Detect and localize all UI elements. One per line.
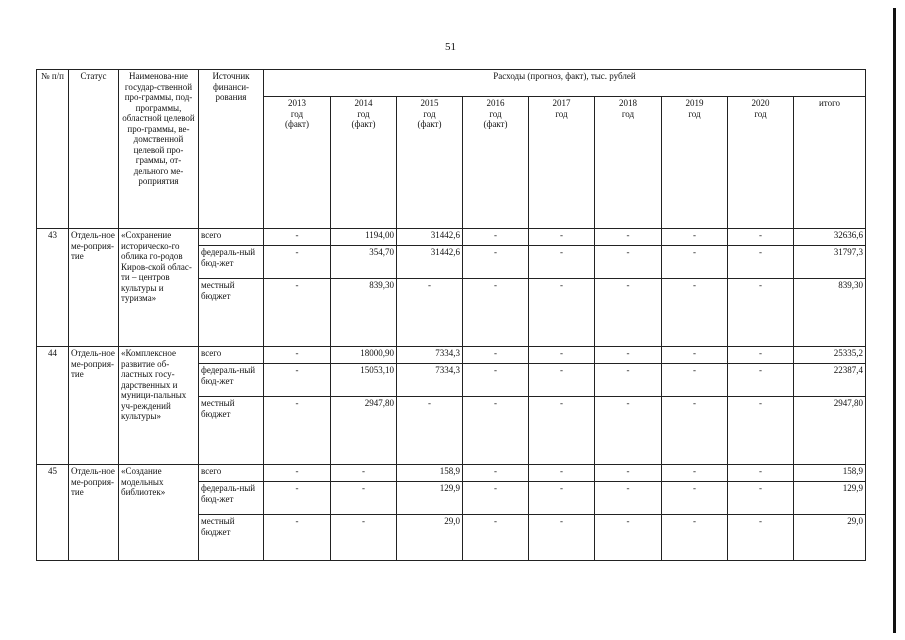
value-cell: - xyxy=(529,279,595,347)
value-cell: 15053,10 xyxy=(331,364,397,397)
value-cell: - xyxy=(264,515,331,561)
header-expenses: Расходы (прогноз, факт), тыс. рублей xyxy=(264,70,866,97)
header-year-year: 2013 xyxy=(288,98,306,108)
source-label: федераль-ный бюд-жет xyxy=(199,482,264,515)
value-cell: - xyxy=(728,364,794,397)
value-cell: - xyxy=(331,515,397,561)
header-year-unit: год xyxy=(357,108,370,119)
value-cell: - xyxy=(264,397,331,465)
value-cell: - xyxy=(463,279,529,347)
value-cell: - xyxy=(331,465,397,482)
header-year-year: 2018 xyxy=(619,98,637,108)
value-cell: - xyxy=(463,364,529,397)
value-cell: 839,30 xyxy=(331,279,397,347)
value-cell: - xyxy=(529,397,595,465)
header-name: Наименова-ние государ-ственной про-граммы, под-программы, областной целевой про-граммы, ве-домственной целевой про-граммы, от-дельного ме-роприятия xyxy=(119,70,199,229)
value-cell: - xyxy=(463,347,529,364)
value-cell: 7334,3 xyxy=(397,347,463,364)
value-cell: 158,9 xyxy=(397,465,463,482)
header-year-year: 2015 xyxy=(420,98,439,108)
header-year-7 xyxy=(728,97,794,229)
value-cell: - xyxy=(662,229,728,246)
value-cell: - xyxy=(662,465,728,482)
total-cell: 25335,2 xyxy=(794,347,866,364)
value-cell: 29,0 xyxy=(397,515,463,561)
row-status: Отдель-ное ме-роприя-тие xyxy=(69,347,119,465)
header-year-5 xyxy=(595,97,662,229)
header-year-4 xyxy=(529,97,595,229)
value-cell: - xyxy=(264,364,331,397)
value-cell: - xyxy=(662,246,728,279)
value-cell: - xyxy=(728,279,794,347)
header-year-6 xyxy=(662,97,728,229)
page-number: 51 xyxy=(445,41,456,53)
header-year-year: 2014 xyxy=(354,98,373,108)
value-cell: - xyxy=(529,246,595,279)
scan-edge-bar xyxy=(893,8,896,633)
source-label: местный бюджет xyxy=(199,515,264,561)
value-cell: 18000,90 xyxy=(331,347,397,364)
row-name: «Комплексное развитие об-ластных госу-дарственных и муници-пальных уч-реждений культуры» xyxy=(119,347,199,465)
value-cell: - xyxy=(728,515,794,561)
header-year-2 xyxy=(397,97,463,229)
value-cell: - xyxy=(529,482,595,515)
value-cell: - xyxy=(463,465,529,482)
value-cell: - xyxy=(728,397,794,465)
table-row xyxy=(37,347,866,364)
value-cell: 354,70 xyxy=(331,246,397,279)
value-cell: - xyxy=(728,465,794,482)
source-label: местный бюджет xyxy=(199,279,264,347)
value-cell: 7334,3 xyxy=(397,364,463,397)
value-cell: - xyxy=(463,397,529,465)
header-year-unit: год xyxy=(290,108,304,119)
value-cell: - xyxy=(463,229,529,246)
header-num: № п/п xyxy=(37,70,69,229)
header-year-note: (факт) xyxy=(483,119,508,129)
total-cell: 158,9 xyxy=(794,465,866,482)
value-cell: - xyxy=(264,246,331,279)
source-label: федераль-ный бюд-жет xyxy=(199,364,264,397)
value-cell: - xyxy=(264,347,331,364)
value-cell: - xyxy=(595,465,662,482)
value-cell: - xyxy=(595,229,662,246)
row-num: 43 xyxy=(37,229,69,347)
table-row xyxy=(37,229,866,246)
value-cell: - xyxy=(595,279,662,347)
total-cell: 2947,80 xyxy=(794,397,866,465)
value-cell: 31442,6 xyxy=(397,229,463,246)
value-cell: - xyxy=(463,515,529,561)
row-name: «Создание модельных библиотек» xyxy=(119,465,199,561)
expenses-table xyxy=(36,69,866,561)
source-label: всего xyxy=(199,229,264,246)
header-status: Статус xyxy=(69,70,119,229)
header-year-unit: год xyxy=(489,108,502,119)
source-label: всего xyxy=(199,347,264,364)
value-cell: - xyxy=(529,229,595,246)
header-source: Источник финанси-рования xyxy=(199,70,264,229)
value-cell: - xyxy=(529,347,595,364)
value-cell: - xyxy=(728,229,794,246)
value-cell: - xyxy=(662,347,728,364)
header-year-year: 2019 xyxy=(685,98,704,108)
row-status: Отдель-ное ме-роприя-тие xyxy=(69,465,119,561)
value-cell: - xyxy=(662,482,728,515)
value-cell: - xyxy=(595,515,662,561)
header-year-unit: год xyxy=(754,108,767,119)
value-cell: 1194,00 xyxy=(331,229,397,246)
value-cell: - xyxy=(728,246,794,279)
row-num: 44 xyxy=(37,347,69,465)
row-name: «Сохранение историческо-го облика го-родов Киров-ской облас-ти – центров культуры и туризма» xyxy=(119,229,199,347)
value-cell: 31442,6 xyxy=(397,246,463,279)
value-cell: - xyxy=(264,465,331,482)
total-cell: 129,9 xyxy=(794,482,866,515)
header-year-year: 2020 xyxy=(751,98,770,108)
header-year-1 xyxy=(331,97,397,229)
row-status: Отдель-ное ме-роприя-тие xyxy=(69,229,119,347)
value-cell: - xyxy=(662,515,728,561)
total-cell: 839,30 xyxy=(794,279,866,347)
source-label: местный бюджет xyxy=(199,397,264,465)
value-cell: - xyxy=(397,279,463,347)
value-cell: - xyxy=(397,397,463,465)
value-cell: - xyxy=(595,347,662,364)
header-year-0 xyxy=(264,97,331,229)
row-num: 45 xyxy=(37,465,69,561)
table-row xyxy=(37,465,866,482)
value-cell: - xyxy=(595,397,662,465)
header-year-unit: год xyxy=(423,108,436,119)
total-cell: 32636,6 xyxy=(794,229,866,246)
value-cell: - xyxy=(264,229,331,246)
header-year-note: (факт) xyxy=(284,119,309,129)
value-cell: - xyxy=(264,482,331,515)
header-year-3 xyxy=(463,97,529,229)
header-year-note: (факт) xyxy=(417,119,442,129)
total-cell: 31797,3 xyxy=(794,246,866,279)
value-cell: 2947,80 xyxy=(331,397,397,465)
value-cell: - xyxy=(463,482,529,515)
value-cell: - xyxy=(595,482,662,515)
value-cell: - xyxy=(264,279,331,347)
value-cell: 129,9 xyxy=(397,482,463,515)
value-cell: - xyxy=(728,482,794,515)
header-year-unit: год xyxy=(688,108,701,119)
header-year-note: (факт) xyxy=(351,119,376,129)
value-cell: - xyxy=(595,364,662,397)
value-cell: - xyxy=(662,279,728,347)
header-total: итого xyxy=(794,97,866,229)
value-cell: - xyxy=(662,397,728,465)
value-cell: - xyxy=(662,364,728,397)
value-cell: - xyxy=(463,246,529,279)
source-label: федераль-ный бюд-жет xyxy=(199,246,264,279)
total-cell: 22387,4 xyxy=(794,364,866,397)
value-cell: - xyxy=(529,465,595,482)
total-cell: 29,0 xyxy=(794,515,866,561)
header-year-year: 2017 xyxy=(552,98,571,108)
value-cell: - xyxy=(331,482,397,515)
value-cell: - xyxy=(595,246,662,279)
value-cell: - xyxy=(529,364,595,397)
header-year-unit: год xyxy=(621,108,635,119)
source-label: всего xyxy=(199,465,264,482)
header-year-year: 2016 xyxy=(486,98,505,108)
header-year-unit: год xyxy=(555,108,568,119)
value-cell: - xyxy=(529,515,595,561)
value-cell: - xyxy=(728,347,794,364)
